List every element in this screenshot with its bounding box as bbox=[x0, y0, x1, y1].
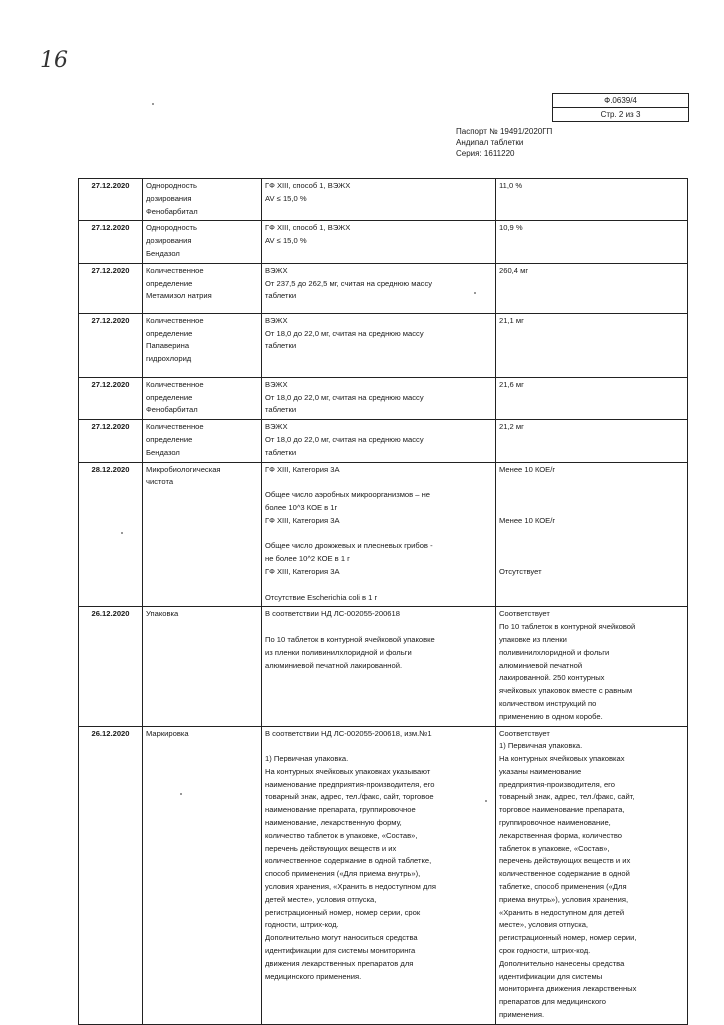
passport-header bbox=[456, 126, 552, 159]
row-method: В соответствии НД ЛС-002055-200618, изм.№1 1) Первичная упаковка. На контурных ячейковых упаковках указывают наименование предприятия-производителя, его товарный знак, адрес, тел./факс, сайт, торговое наименование препарата, группировочное наименование, лекарственную форму, количество таблеток в упаковке, «Состав», перечень действующих веществ и их количественное содержание в одной таблетке, способ применения («Для приема внутрь»), условия хранения, «Хранить в недоступном для детей месте», условия отпуска, регистрационный номер, номер серии, срок годности, штрих-код. Дополнительно могут наноситься средства идентификации для системы мониторинга движения лекарственных препаратов для медицинского применения. bbox=[262, 726, 496, 1024]
passport-number: Паспорт № 19491/2020ГП bbox=[456, 127, 553, 136]
row-indicator: Микробиологическая чистота bbox=[143, 462, 262, 607]
row-date: 27.12.2020 bbox=[79, 420, 143, 462]
row-result: 11,0 % bbox=[496, 179, 688, 221]
row-date: 26.12.2020 bbox=[79, 607, 143, 726]
table-row bbox=[79, 263, 688, 313]
form-code-box bbox=[552, 93, 689, 122]
row-indicator: Количественное определение Метамизол натрия bbox=[143, 263, 262, 313]
row-indicator: Количественное определение Бендазол bbox=[143, 420, 262, 462]
row-result: 21,1 мг bbox=[496, 313, 688, 377]
table-row bbox=[79, 221, 688, 263]
row-result: Менее 10 КОЕ/г Менее 10 КОЕ/г Отсутствует bbox=[496, 462, 688, 607]
table-row bbox=[79, 462, 688, 607]
table-row bbox=[79, 607, 688, 726]
row-date: 27.12.2020 bbox=[79, 179, 143, 221]
row-date: 27.12.2020 bbox=[79, 313, 143, 377]
handwritten-page-number: 16 bbox=[40, 48, 68, 73]
row-result: 10,9 % bbox=[496, 221, 688, 263]
row-method: ВЭЖХ От 18,0 до 22,0 мг, считая на среднюю массу таблетки bbox=[262, 377, 496, 419]
scan-speck bbox=[485, 800, 487, 802]
table-row bbox=[79, 179, 688, 221]
row-method: ГФ XIII, способ 1, ВЭЖХ AV ≤ 15,0 % bbox=[262, 179, 496, 221]
row-method: В соответствии НД ЛС-002055-200618 По 10 таблеток в контурной ячейковой упаковке из пленки поливинилхлоридной и фольги алюминиевой печатной лакированной. bbox=[262, 607, 496, 726]
page-indicator: Стр. 2 из 3 bbox=[553, 107, 688, 121]
row-result: 21,6 мг bbox=[496, 377, 688, 419]
row-date: 27.12.2020 bbox=[79, 263, 143, 313]
row-result: 260,4 мг bbox=[496, 263, 688, 313]
table-row bbox=[79, 377, 688, 419]
row-indicator: Количественное определение Папаверина гидрохлорид bbox=[143, 313, 262, 377]
scan-speck bbox=[152, 103, 154, 105]
table-row bbox=[79, 726, 688, 1024]
scan-speck bbox=[474, 292, 476, 294]
row-result: Соответствует 1) Первичная упаковка. На контурных ячейковых упаковках указаны наименование предприятия-производителя, его товарный знак, адрес, тел./факс, сайт, торговое наименование препарата, группировочное наименование, лекарственная форма, количество таблеток в упаковке, «Состав», перечень действующих веществ и их количественное содержание в одной таблетке, способ применения («Для приема внутрь»), условия хранения, «Хранить в недоступном для детей месте», условия отпуска, регистрационный номер, номер серии, срок годности, штрих-код. Дополнительно нанесены средства идентификации для системы мониторинга движения лекарственных препаратов для медицинского применения. bbox=[496, 726, 688, 1024]
row-indicator: Упаковка bbox=[143, 607, 262, 726]
row-date: 28.12.2020 bbox=[79, 462, 143, 607]
row-method: ВЭЖХ От 18,0 до 22,0 мг, считая на среднюю массу таблетки bbox=[262, 313, 496, 377]
table-row bbox=[79, 313, 688, 377]
row-indicator: Маркировка bbox=[143, 726, 262, 1024]
scan-speck bbox=[121, 532, 123, 534]
row-method: ВЭЖХ От 18,0 до 22,0 мг, считая на среднюю массу таблетки bbox=[262, 420, 496, 462]
product-name: Андипал таблетки bbox=[456, 138, 524, 147]
row-method: ГФ XIII, Категория 3А Общее число аэробных микроорганизмов – не более 10^3 КОЕ в 1г ГФ XIII, Категория 3А Общее число дрожжевых и плесневых грибов - не более 10^2 КОЕ в 1 г ГФ XIII, Категория 3А Отсутствие Escherichia coli в 1 г bbox=[262, 462, 496, 607]
row-date: 27.12.2020 bbox=[79, 377, 143, 419]
row-method: ВЭЖХ От 237,5 до 262,5 мг, считая на среднюю массу таблетки bbox=[262, 263, 496, 313]
row-result: 21,2 мг bbox=[496, 420, 688, 462]
row-indicator: Однородность дозирования Бендазол bbox=[143, 221, 262, 263]
test-results-table bbox=[78, 178, 688, 1025]
scan-speck bbox=[180, 793, 182, 795]
row-method: ГФ XIII, способ 1, ВЭЖХ AV ≤ 15,0 % bbox=[262, 221, 496, 263]
form-code: Ф.0639/4 bbox=[604, 96, 637, 105]
row-date: 26.12.2020 bbox=[79, 726, 143, 1024]
series-number: Серия: 1611220 bbox=[456, 149, 515, 158]
table-row bbox=[79, 420, 688, 462]
row-indicator: Количественное определение Фенобарбитал bbox=[143, 377, 262, 419]
row-result: Соответствует По 10 таблеток в контурной ячейковой упаковке из пленки поливинилхлоридной и фольги алюминиевой печатной лакированной. 250 контурных ячейковых упаковок вместе с равным количеством инструкций по применению в одном коробе. bbox=[496, 607, 688, 726]
row-date: 27.12.2020 bbox=[79, 221, 143, 263]
row-indicator: Однородность дозирования Фенобарбитал bbox=[143, 179, 262, 221]
